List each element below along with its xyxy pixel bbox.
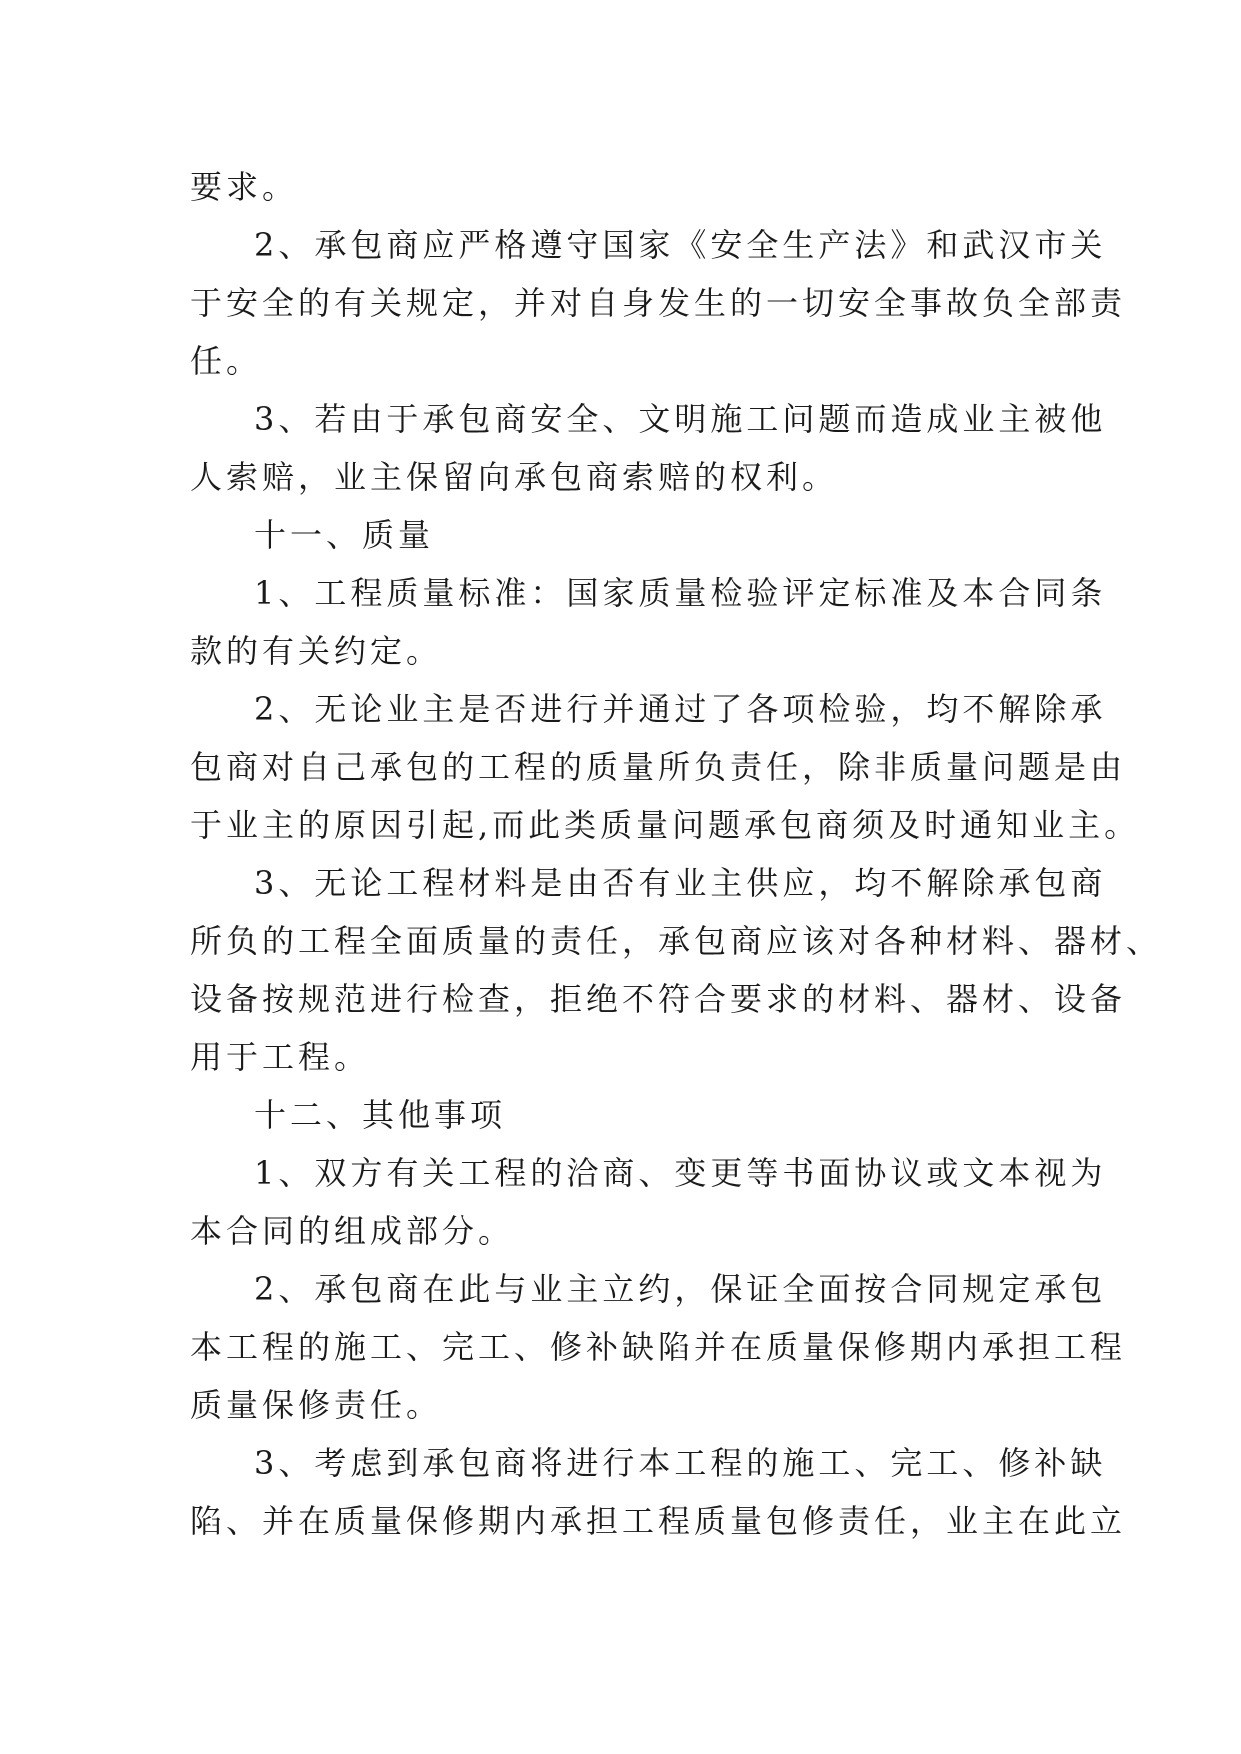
text-line: 要求。 bbox=[190, 168, 299, 206]
text-line: 1、双方有关工程的洽商、变更等书面协议或文本视为 bbox=[254, 1154, 1107, 1192]
text-line: 3、无论工程材料是由否有业主供应，均不解除承包商 bbox=[254, 864, 1107, 902]
text-line: 3、若由于承包商安全、文明施工问题而造成业主被他 bbox=[254, 400, 1107, 438]
text-line: 陷、并在质量保修期内承担工程质量包修责任，业主在此立 bbox=[190, 1502, 1127, 1540]
text-line: 于业主的原因引起,而此类质量问题承包商须及时通知业主。 bbox=[190, 806, 1141, 844]
text-line: 本合同的组成部分。 bbox=[190, 1212, 515, 1250]
section-heading: 十二、其他事项 bbox=[254, 1096, 507, 1134]
text-line: 包商对自己承包的工程的质量所负责任，除非质量问题是由 bbox=[190, 748, 1127, 786]
text-line: 2、承包商应严格遵守国家《安全生产法》和武汉市关 bbox=[254, 226, 1107, 264]
text-line: 本工程的施工、完工、修补缺陷并在质量保修期内承担工程 bbox=[190, 1328, 1127, 1366]
text-line: 于安全的有关规定，并对自身发生的一切安全事故负全部责 bbox=[190, 284, 1127, 322]
text-line: 设备按规范进行检查，拒绝不符合要求的材料、器材、设备 bbox=[190, 980, 1127, 1018]
text-line: 2、无论业主是否进行并通过了各项检验，均不解除承 bbox=[254, 690, 1107, 728]
text-line: 3、考虑到承包商将进行本工程的施工、完工、修补缺 bbox=[254, 1444, 1107, 1482]
text-line: 所负的工程全面质量的责任，承包商应该对各种材料、器材、 bbox=[190, 922, 1163, 960]
text-line: 用于工程。 bbox=[190, 1038, 371, 1076]
document-page bbox=[190, 158, 1163, 1550]
text-line: 1、工程质量标准：国家质量检验评定标准及本合同条 bbox=[254, 574, 1107, 612]
text-line: 2、承包商在此与业主立约，保证全面按合同规定承包 bbox=[254, 1270, 1107, 1308]
text-line: 质量保修责任。 bbox=[190, 1386, 443, 1424]
section-heading: 十一、质量 bbox=[254, 516, 435, 554]
text-line: 任。 bbox=[190, 342, 263, 380]
text-line: 款的有关约定。 bbox=[190, 632, 443, 670]
text-line: 人索赔，业主保留向承包商索赔的权利。 bbox=[190, 458, 839, 496]
